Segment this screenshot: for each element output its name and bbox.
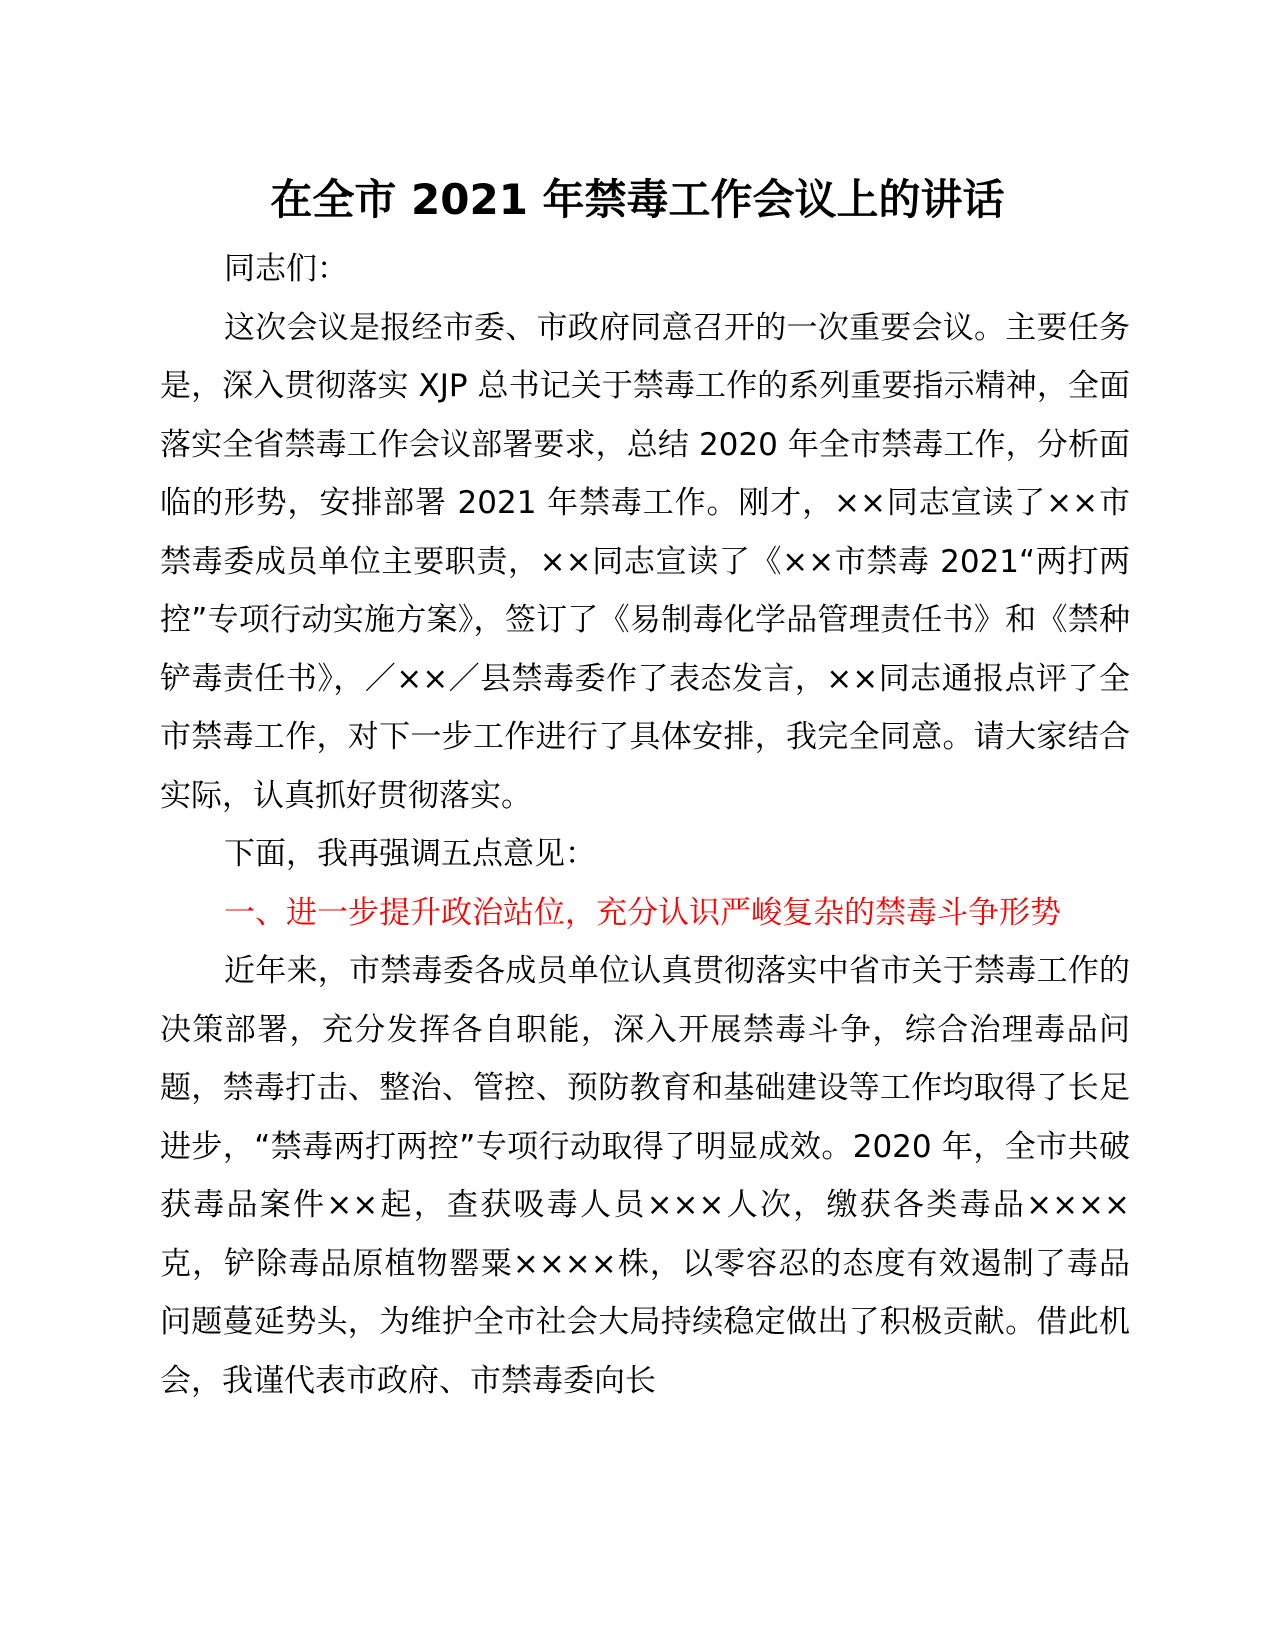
greeting-paragraph: 同志们： (224, 251, 348, 287)
section-heading: 一、进一步提升政治站位，充分认识严峻复杂的禁毒斗争形势 (224, 894, 1061, 931)
document-body (160, 240, 1130, 1410)
body-paragraph: 下面，我再强调五点意见： (224, 836, 596, 872)
section-paragraph: 近年来，市禁毒委各成员单位认真贯彻落实中省市关于禁毒工作的决策部署，充分发挥各自职能，深入开展禁毒斗争，综合治理毒品问题，禁毒打击、整治、管控、预防教育和基础建设等工作均取得了长足进步，“禁毒两打两控”专项行动取得了明显成效。2020 年，全市共破获毒品案件××起，查获吸毒人员×××人次，缴获各类毒品××××克，铲除毒品原植物罂粟××××株，以零容忍的态度有效遏制了毒品问题蔓延势头，为维护全市社会大局持续稳定做出了积极贡献。借此机会，我谨代表市政府、市禁毒委向长 (160, 953, 1130, 1399)
document-title: 在全市 2021 年禁毒工作会议上的讲话 (270, 175, 1005, 224)
body-paragraph: 这次会议是报经市委、市政府同意召开的一次重要会议。主要任务是，深入贯彻落实 XJP 总书记关于禁毒工作的系列重要指示精神，全面落实全省禁毒工作会议部署要求，总结 2020 年全市禁毒工作，分析面临的形势，安排部署 2021 年禁毒工作。刚才，××同志宣读了××市禁毒委成员单位主要职责，××同志宣读了《××市禁毒 2021“两打两控”专项行动实施方案》，签订了《易制毒化学品管理责任书》和《禁种铲毒责任书》，／××／县禁毒委作了表态发言，××同志通报点评了全市禁毒工作，对下一步工作进行了具体安排，我完全同意。请大家结合实际，认真抓好贯彻落实。 (160, 309, 1130, 814)
